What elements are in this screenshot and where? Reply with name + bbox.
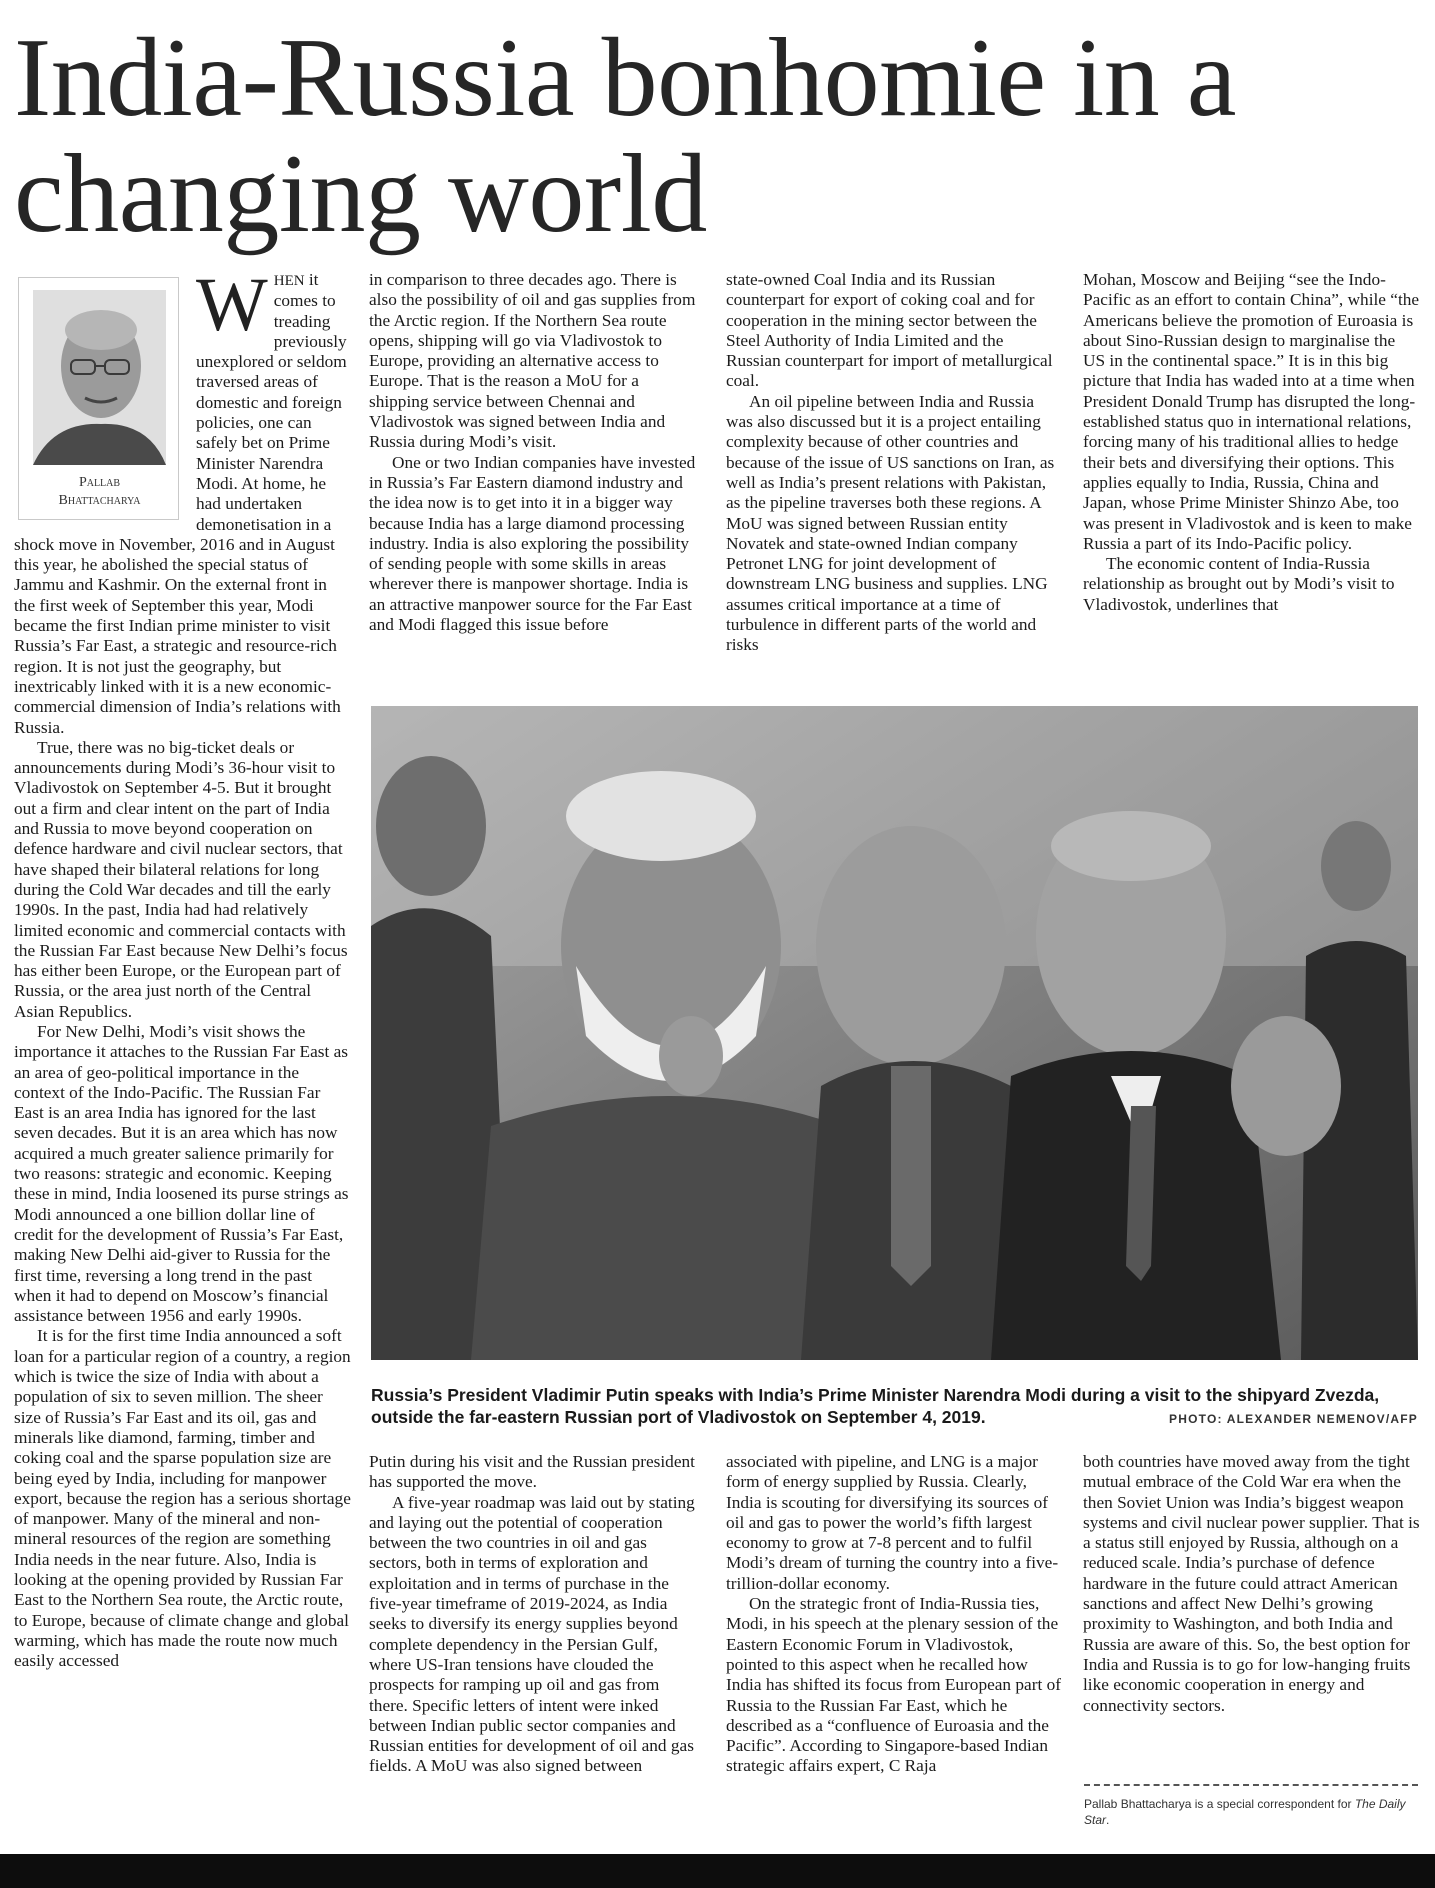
column-4-top <box>1083 270 1421 686</box>
author-first-name: Pallab <box>78 475 121 490</box>
col1-paragraph: For New Delhi, Modi’s visit shows the importance it attaches to the Russian Far East as an area of geo-political importance in the context of the Indo-Pacific. The Russian Far East is an area India has ignored for the last seven decades. But it is an area which has now acquired a much greater salience primarily for two reasons: strategic and economic. Keeping these in mind, India loosened its purse strings as Modi announced a one billion dollar line of credit for the development of Russia’s Far East, making New Delhi aid-giver to Russia for the first time, reversing a long trend in the past when it had to depend on Moscow’s financial assistance between 1956 and early 1990s. <box>14 1021 349 1326</box>
col1-paragraph: It is for the first time India announced a soft loan for a particular region of a country, a region which is twice the size of India with about a population of six to seven million. The sheer size of Russia’s Far East and its oil, gas and minerals like diamond, farming, timber and coking coal and the sparse population size are being eyed by India, including for manpower export, because the region has a serious shortage of manpower. Many of the mineral and non-mineral resources of the region are something India needs in the near future. Also, India is looking at the opening provided by Russian Far East to the Northern Sea route, the Arctic route, to Europe, because of climate change and global warming, which has made the route now much easily accessed <box>14 1326 351 1671</box>
column-2-top <box>369 270 699 686</box>
col3-bottom-paragraph: On the strategic front of India-Russia ties, Modi, in his speech at the plenary session of the Eastern Economic Forum in Vladivostok, pointed to this aspect when he recalled how India has shifted its focus from European part of Russia to the Russian Far East, which he described as a “confluence of Euroasia and the Pacific”. According to Singapore-based Indian strategic affairs expert, C Raja <box>726 1594 1061 1776</box>
lead-caps: HEN <box>273 273 305 289</box>
bio-text: Pallab Bhattacharya is a special correspondent for <box>1084 1797 1355 1811</box>
column-3-top <box>726 270 1062 686</box>
col3-bottom-paragraph: associated with pipeline, and LNG is a major form of energy supplied by Russia. Clearly, India is scouting for diversifying its sources of oil and gas to power the world’s fifth largest economy to grow at 7-8 percent and to fulfil Modi’s dream of turning the country into a five-trillion-dollar economy. <box>726 1452 1059 1593</box>
col4-paragraph: The economic content of India-Russia relationship as brought out by Modi’s visit to Vladivostok, underlines that <box>1083 554 1395 614</box>
column-2-bottom <box>369 1452 699 1866</box>
bio-end: . <box>1106 1813 1110 1827</box>
col4-bottom-paragraph: both countries have moved away from the tight mutual embrace of the Cold War era when the then Soviet Union was India’s biggest weapon systems and civil nuclear power supplier. That is a status still enjoyed by Russia, although on a reduced scale. India’s purchase of defence hardware in the future could attract American sanctions and affect New Delhi’s growing proximity to Washington, and both India and Russia are aware of this. So, the best option for India and Russia is to go for low-hanging fruits like economic cooperation in energy and connectivity sectors. <box>1083 1452 1420 1715</box>
author-box-spacer <box>14 270 196 522</box>
photo-caption: Russia’s President Vladimir Putin speaks with India’s Prime Minister Narendra Modi during a visit to the shipyard Zvezda, outside the far-eastern Russian port of Vladivostok on September 4, 2019. <box>371 1385 1380 1427</box>
col3-paragraph: state-owned Coal India and its Russian counterpart for export of coking coal and for cooperation in the mining sector between the Steel Authority of India Limited and the Russian counterpart for import of metallurgical coal. <box>726 270 1053 391</box>
bio-publication: The Daily Star <box>1084 1797 1406 1827</box>
bio-divider <box>1084 1784 1418 1786</box>
column-1 <box>14 270 351 1866</box>
col3-paragraph: An oil pipeline between India and Russia was also discussed but it is a project entailing complexity because of other countries and because of the issue of US sanctions on Iran, as well as India’s present relations with Pakistan, as the pipeline traverses both these regions. A MoU was signed between Russian entity Novatek and state-owned Indian company Petronet LNG for joint development of downstream LNG business and supplies. LNG assumes critical importance at a time of turbulence in different parts of the world and risks <box>726 391 1055 655</box>
headline: India-Russia bonhomie in a changing world <box>14 16 1236 256</box>
col4-paragraph: Mohan, Moscow and Beijing “see the Indo-Pacific as an effort to contain China”, while “the Americans believe the promotion of Euroasia is about Sino-Russian design to marginalise the US in the continental space.” It is in this big picture that India has waded into at a time when President Donald Trump has disrupted the long-established status quo in international relations, forcing many of his traditional allies to hedge their bets and diversifying their options. This applies equally to India, Russia, China and Japan, whose Prime Minister Shinzo Abe, too was present in Vladivostok and is keen to make Russia a part of its Indo-Pacific policy. <box>1083 270 1420 553</box>
col2-paragraph: in comparison to three decades ago. There is also the possibility of oil and gas supplies from the Arctic region. If the Northern Sea route opens, shipping will go via Vladivostok to Europe, providing an alternative access to Europe. That is the reason a MoU for a shipping service between Chennai and Vladivostok was signed between India and Russia during Modi’s visit. <box>369 270 696 452</box>
author-bio <box>1084 1796 1420 1828</box>
news-photo <box>371 706 1418 1360</box>
author-last-name: Bhattacharya <box>58 493 141 508</box>
column-4-bottom <box>1083 1452 1421 1780</box>
col2-bottom-paragraph: A five-year roadmap was laid out by stating and laying out the potential of cooperation between the two countries in oil and gas sectors, both in terms of exploration and exploitation and in terms of purchase in the five-year timeframe of 2019-2024, as India seeks to diversify its energy supplies beyond complete dependency in the Persian Gulf, where US-Iran tensions have clouded the prospects for ramping up oil and gas from there. Specific letters of intent were inked between Indian public sector companies and Russian entities for development of oil and gas fields. A MoU was also signed between <box>369 1492 695 1776</box>
page-bottom-bar <box>0 1854 1435 1888</box>
drop-cap: W <box>196 270 268 347</box>
col2-bottom-paragraph: Putin during his visit and the Russian president has supported the move. <box>369 1452 695 1492</box>
intro-text: it comes to treading previously unexplored or seldom traversed areas of domestic and foreign policies, one can safely bet on Prime Minister Narendra Modi. At home, he had undertaken demonetisation in a shock move in November, 2016 and in August this year, he abolished the special status of Jammu and Kashmir. On the external front in the first week of September this year, Modi became the first Indian prime minister to visit Russia’s Far East, a strategic and resource-rich region. It is not just the geography, but inextricably linked with it is a new economic-commercial dimension of India’s relations with Russia. <box>14 270 347 737</box>
photo-credit: PHOTO: ALEXANDER NEMENOV/AFP <box>1169 1412 1418 1426</box>
col1-paragraph: True, there was no big-ticket deals or announcements during Modi’s 36-hour visit to Vladivostok on September 4-5. But it brought out a firm and clear intent on the part of India and Russia to move beyond cooperation on defence hardware and civil nuclear sectors, that have shaped their bilateral relations for long during the Cold War decades and till the early 1990s. In the past, India had had relatively limited economic and commercial contacts with the Russian Far East because New Delhi’s focus has either been Europe, or the European part of Russia, or the area just north of the Central Asian Republics. <box>14 737 348 1021</box>
col2-paragraph: One or two Indian companies have invested in Russia’s Far Eastern diamond industry and the idea now is to get into it in a bigger way because India has a large diamond processing industry. India is also exploring the possibility of sending people with some skills in areas wherever there is manpower shortage. India is an attractive manpower source for the Far East and Modi flagged this issue before <box>369 452 696 635</box>
column-3-bottom <box>726 1452 1062 1866</box>
